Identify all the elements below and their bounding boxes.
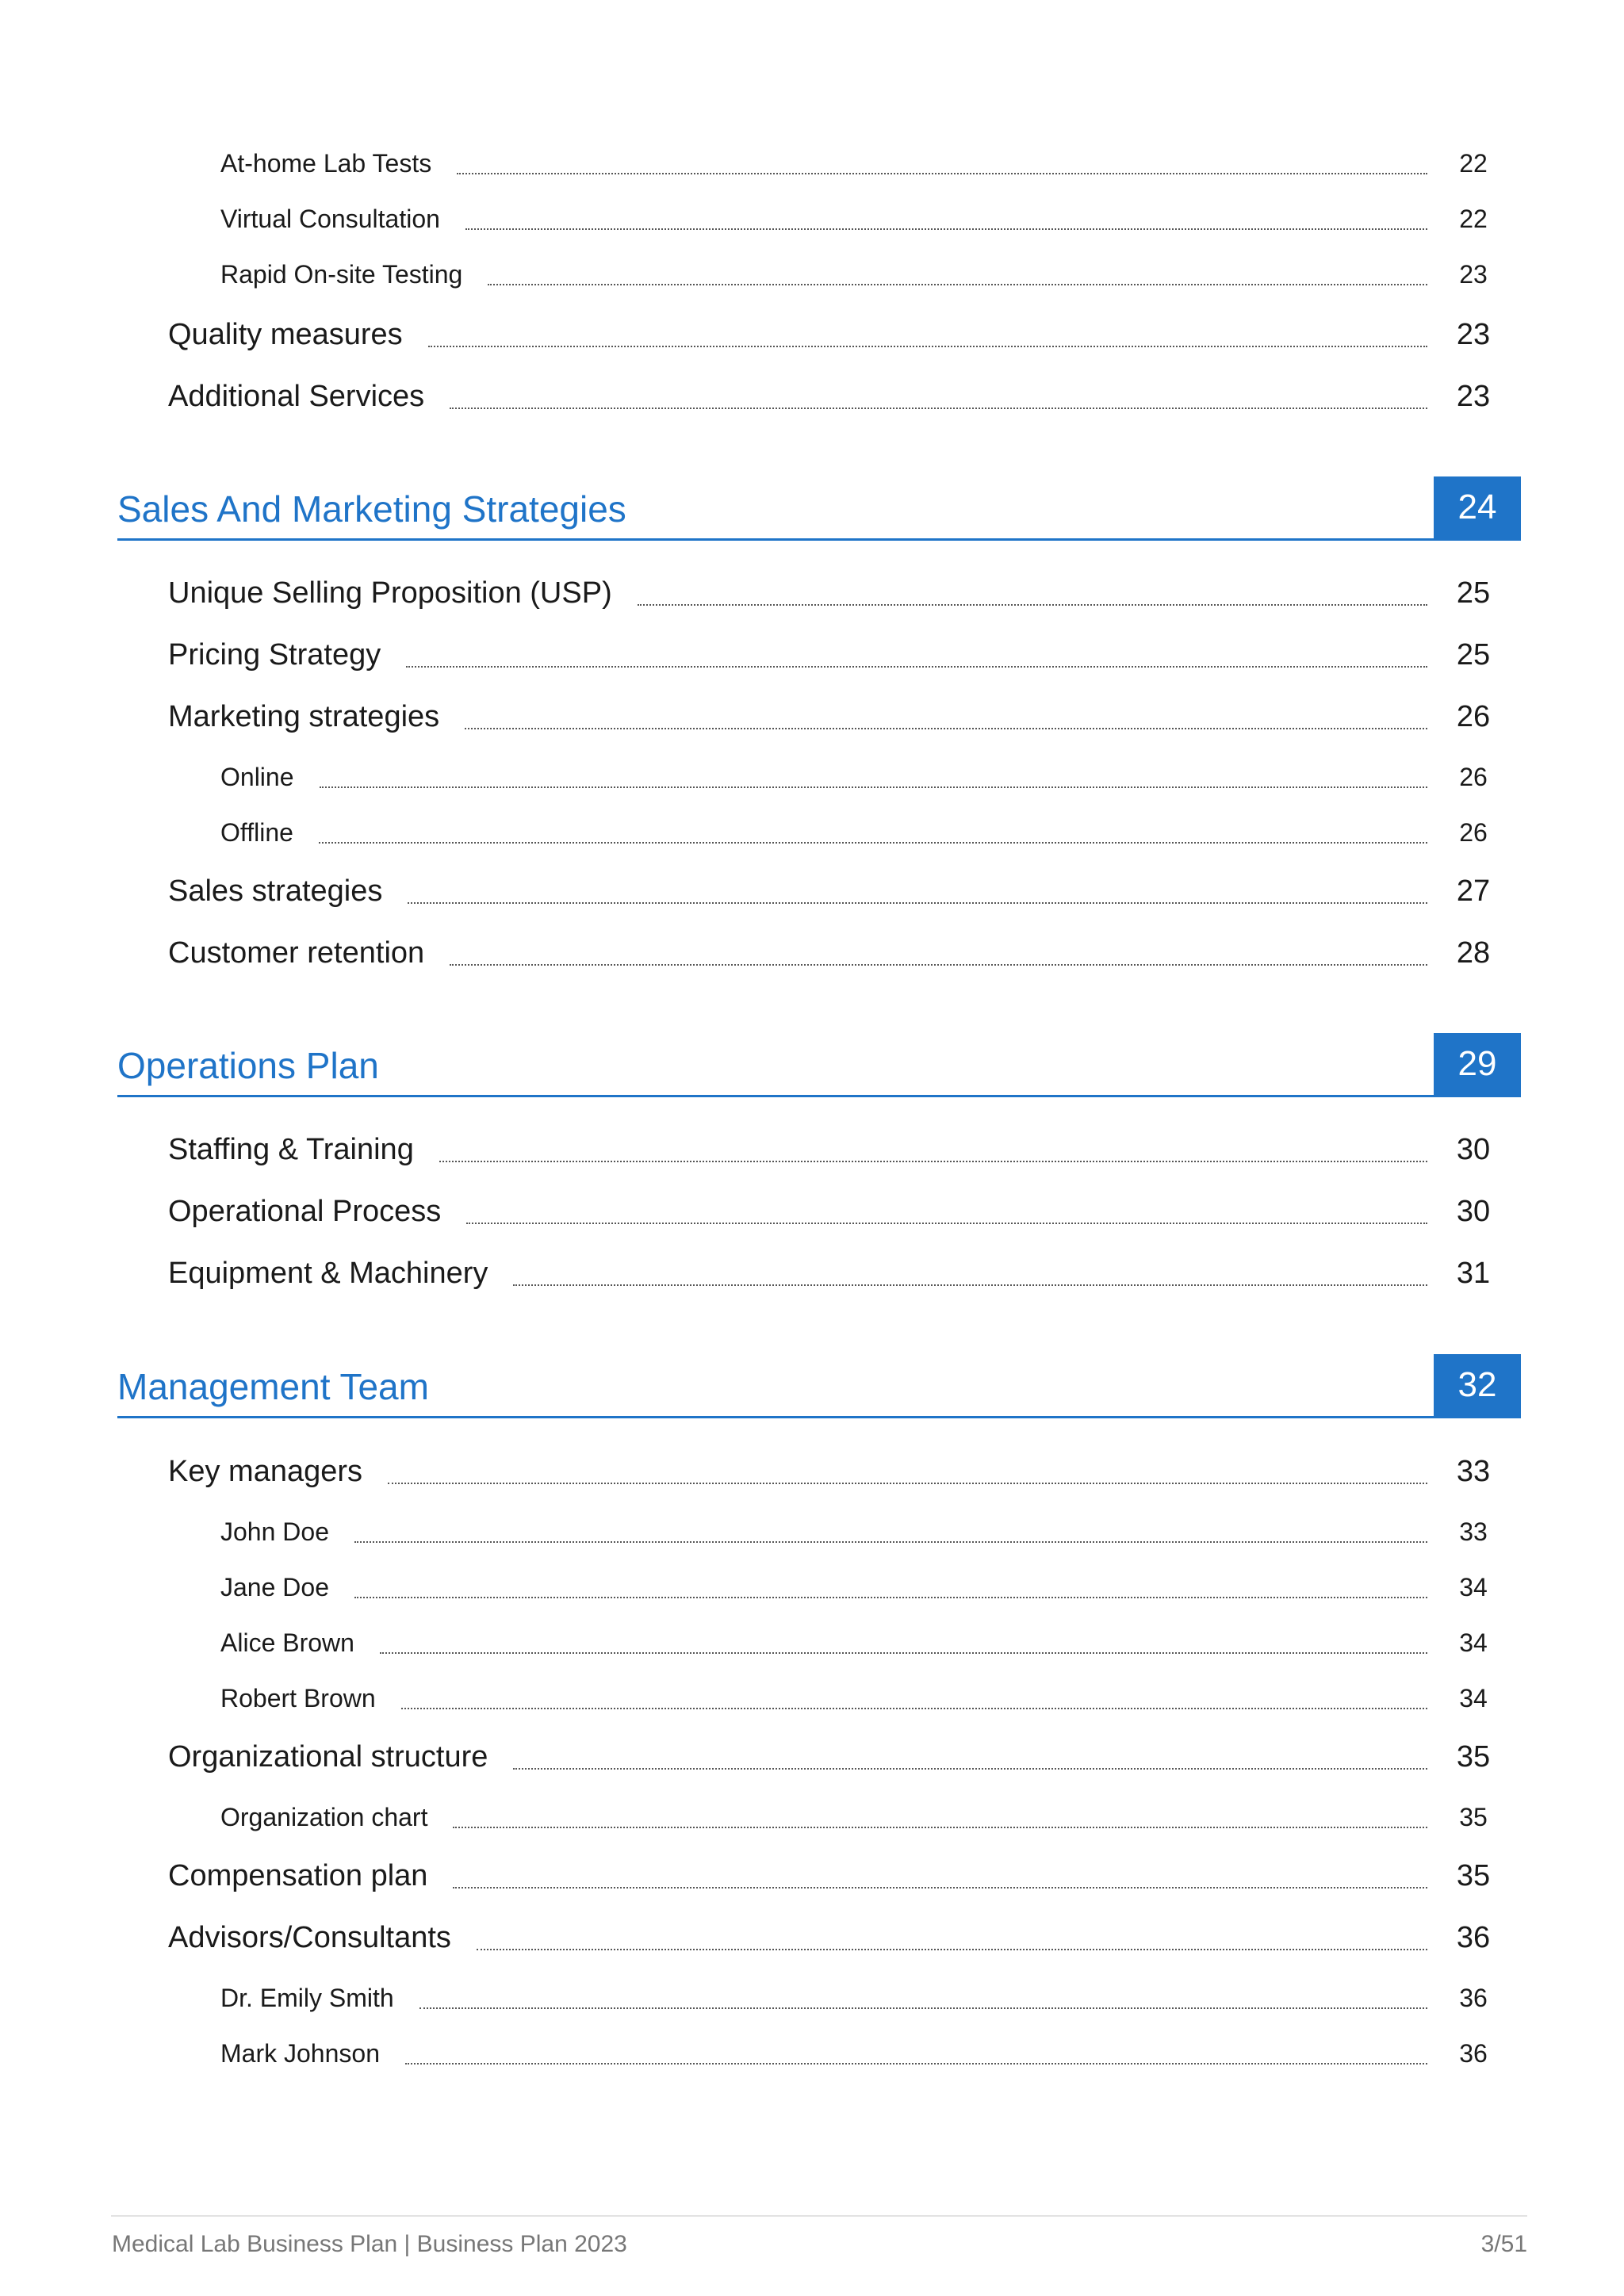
toc-entry-page: 35 — [1456, 1859, 1491, 1892]
toc-entry[interactable] — [168, 693, 1497, 740]
toc-entry-page: 22 — [1459, 149, 1488, 178]
section-title: Sales And Marketing Strategies — [117, 488, 626, 530]
toc-entry-title: Equipment & Machinery — [168, 1257, 488, 1290]
dot-leader — [405, 2063, 1427, 2064]
toc-entry-page: 23 — [1456, 318, 1491, 351]
toc-entry-title: Staffing & Training — [168, 1133, 414, 1166]
toc-entry-page: 31 — [1456, 1257, 1491, 1290]
toc-entry[interactable] — [168, 1852, 1497, 1900]
dot-leader — [466, 1223, 1427, 1224]
toc-entry[interactable] — [220, 753, 1497, 801]
dot-leader — [439, 1161, 1427, 1162]
dot-leader — [388, 1483, 1427, 1484]
dot-leader — [450, 964, 1427, 966]
dot-leader — [354, 1541, 1427, 1543]
dot-leader — [453, 1887, 1427, 1888]
toc-entry-title: Offline — [220, 818, 293, 847]
toc-entry-page: 36 — [1459, 2039, 1488, 2068]
toc-entry[interactable] — [168, 569, 1497, 617]
dot-leader — [320, 786, 1428, 788]
dot-leader — [428, 346, 1427, 347]
toc-section-sales[interactable] — [117, 476, 1521, 541]
dot-leader — [465, 228, 1427, 230]
toc-section-operations[interactable] — [117, 1033, 1521, 1097]
dot-leader — [419, 2007, 1427, 2009]
dot-leader — [465, 728, 1427, 729]
toc-entry-page: 34 — [1459, 1684, 1488, 1712]
footer-document-title: Medical Lab Business Plan | Business Plan 2023 — [112, 2231, 627, 2257]
toc-entry-title: Dr. Emily Smith — [220, 1984, 394, 2012]
toc-entry[interactable] — [220, 1674, 1497, 1722]
toc-entry-page: 25 — [1456, 576, 1491, 610]
toc-entry-title: Alice Brown — [220, 1628, 354, 1657]
toc-entry[interactable] — [168, 373, 1497, 420]
toc-entry-title: At-home Lab Tests — [220, 149, 432, 178]
toc-entry-page: 34 — [1459, 1573, 1488, 1601]
toc-entry[interactable] — [220, 1619, 1497, 1667]
toc-entry-title: Customer retention — [168, 936, 425, 970]
toc-entry-title: Additional Services — [168, 380, 425, 413]
toc-entry[interactable] — [168, 1914, 1497, 1961]
toc-entry-page: 27 — [1456, 874, 1491, 908]
toc-entry[interactable] — [168, 311, 1497, 358]
toc-entry-title: John Doe — [220, 1517, 329, 1546]
toc-entry[interactable] — [168, 1188, 1497, 1235]
toc-entry-title: Quality measures — [168, 318, 403, 351]
footer-page-indicator: 3/51 — [1480, 2231, 1527, 2257]
dot-leader — [513, 1768, 1427, 1770]
toc-entry-page: 36 — [1456, 1921, 1491, 1954]
toc-entry[interactable] — [220, 195, 1497, 243]
toc-entry-title: Compensation plan — [168, 1859, 428, 1892]
dot-leader — [488, 284, 1427, 285]
section-page-badge: 32 — [1434, 1354, 1521, 1416]
dot-leader — [380, 1652, 1427, 1654]
toc-entry-title: Sales strategies — [168, 874, 383, 908]
dot-leader — [638, 604, 1427, 606]
toc-entry-page: 23 — [1456, 380, 1491, 413]
dot-leader — [457, 173, 1427, 174]
toc-entry-page: 30 — [1456, 1133, 1491, 1166]
toc-entry-page: 28 — [1456, 936, 1491, 970]
toc-entry-title: Pricing Strategy — [168, 638, 381, 672]
toc-entry-page: 25 — [1456, 638, 1491, 672]
dot-leader — [406, 666, 1427, 668]
toc-entry[interactable] — [168, 1249, 1497, 1297]
toc-entry-page: 26 — [1456, 700, 1491, 733]
toc-entry[interactable] — [168, 1733, 1497, 1781]
dot-leader — [453, 1827, 1427, 1828]
toc-entry-title: Organizational structure — [168, 1740, 488, 1774]
dot-leader — [354, 1597, 1427, 1598]
toc-entry[interactable] — [168, 631, 1497, 679]
dot-leader — [401, 1708, 1427, 1709]
toc-entry-page: 26 — [1459, 763, 1488, 791]
toc-entry-title: Robert Brown — [220, 1684, 376, 1712]
section-page-badge: 24 — [1434, 476, 1521, 538]
toc-entry-title: Rapid On-site Testing — [220, 260, 463, 289]
dot-leader — [477, 1949, 1427, 1950]
toc-entry-title: Key managers — [168, 1455, 363, 1488]
toc-entry-title: Mark Johnson — [220, 2039, 380, 2068]
toc-entry-title: Marketing strategies — [168, 700, 440, 733]
toc-entry-page: 30 — [1456, 1195, 1491, 1228]
toc-entry-page: 35 — [1456, 1740, 1491, 1774]
toc-entry-page: 22 — [1459, 205, 1488, 233]
toc-entry-page: 26 — [1459, 818, 1488, 847]
toc-entry[interactable] — [220, 1793, 1497, 1841]
toc-entry-title: Jane Doe — [220, 1573, 329, 1601]
dot-leader — [450, 408, 1427, 409]
toc-entry-title: Advisors/Consultants — [168, 1921, 451, 1954]
toc-entry-page: 34 — [1459, 1628, 1488, 1657]
section-title: Operations Plan — [117, 1045, 379, 1086]
toc-entry-title: Operational Process — [168, 1195, 442, 1228]
dot-leader — [408, 902, 1427, 904]
toc-section-management[interactable] — [117, 1354, 1521, 1418]
toc-entry[interactable] — [220, 1563, 1497, 1611]
toc-entry-page: 36 — [1459, 1984, 1488, 2012]
toc-entry-title: Organization chart — [220, 1803, 428, 1831]
toc-entry[interactable] — [220, 809, 1497, 856]
toc-entry[interactable] — [220, 1508, 1497, 1556]
toc-entry-title: Virtual Consultation — [220, 205, 440, 233]
dot-leader — [319, 842, 1427, 844]
toc-entry[interactable] — [220, 2030, 1497, 2077]
toc-entry-page: 33 — [1459, 1517, 1488, 1546]
toc-entry[interactable] — [168, 1448, 1497, 1495]
section-title: Management Team — [117, 1366, 429, 1407]
toc-entry[interactable] — [220, 1974, 1497, 2022]
toc-entry-title: Online — [220, 763, 294, 791]
toc-entry-title: Unique Selling Proposition (USP) — [168, 576, 612, 610]
toc-entry[interactable] — [220, 140, 1497, 187]
toc-entry[interactable] — [220, 251, 1497, 298]
toc-entry-page: 35 — [1459, 1803, 1488, 1831]
dot-leader — [513, 1284, 1427, 1286]
toc-entry-page: 33 — [1456, 1455, 1491, 1488]
section-page-badge: 29 — [1434, 1033, 1521, 1095]
footer-divider — [111, 2215, 1527, 2217]
toc-entry[interactable] — [168, 867, 1497, 915]
toc-entry[interactable] — [168, 929, 1497, 977]
toc-entry[interactable] — [168, 1126, 1497, 1173]
toc-entry-page: 23 — [1459, 260, 1488, 289]
